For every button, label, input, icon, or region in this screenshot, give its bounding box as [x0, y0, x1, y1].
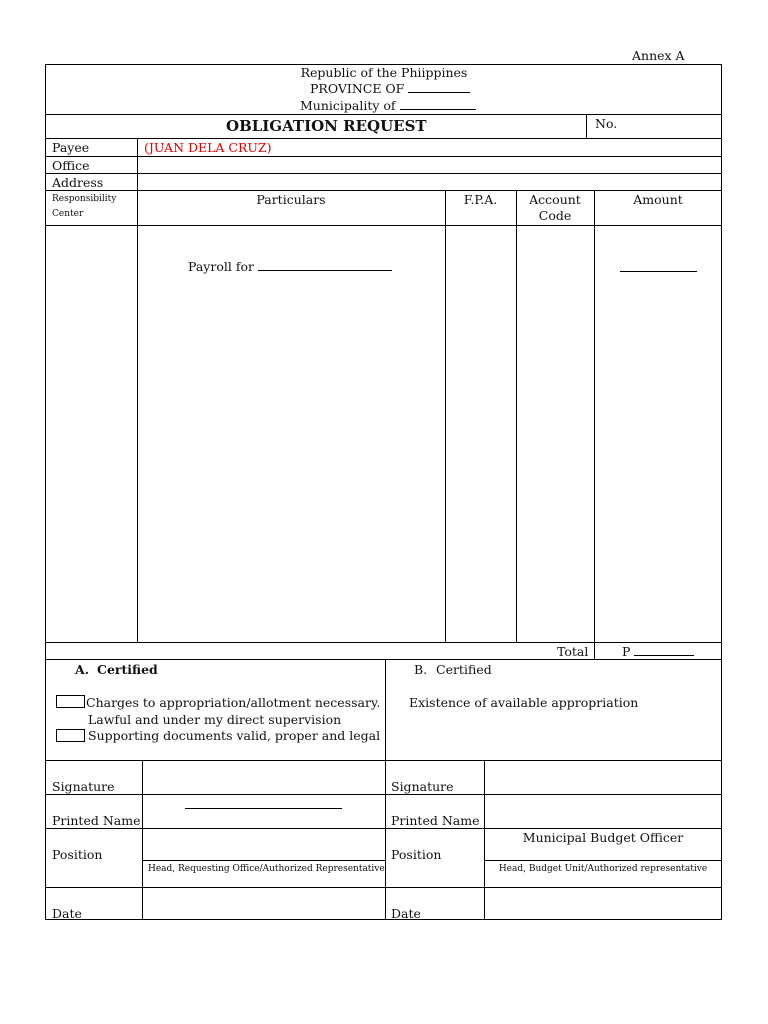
- left-position-label: Position: [52, 847, 103, 862]
- payee-label: Payee: [52, 140, 90, 155]
- right-signature-field[interactable]: [486, 762, 721, 793]
- col-amount: Amount: [633, 192, 683, 207]
- office-field[interactable]: [139, 157, 721, 172]
- left-position-caption: Head, Requesting Office/Authorized Representative: [148, 864, 385, 874]
- right-position-caption: Head, Budget Unit/Authorized representative: [498, 864, 708, 874]
- cert-a-line1: Charges to appropriation/allotment necessary.: [86, 695, 381, 710]
- municipality-label: Municipality of: [300, 98, 396, 113]
- annex-label: Annex A: [632, 48, 685, 63]
- col-account: Account: [529, 192, 581, 207]
- col-responsibility: Responsibility: [52, 194, 117, 204]
- left-signature-label: Signature: [52, 779, 115, 794]
- payee-value[interactable]: (JUAN DELA CRUZ): [144, 140, 272, 155]
- left-date-label: Date: [52, 906, 82, 921]
- right-printed-name-value: Municipal Budget Officer: [522, 830, 684, 845]
- form-title: OBLIGATION REQUEST: [226, 117, 427, 135]
- cert-a-line3: Supporting documents valid, proper and legal: [88, 728, 381, 743]
- right-printed-name-label: Printed Name: [391, 813, 480, 828]
- office-label: Office: [52, 158, 90, 173]
- municipality-blank[interactable]: [400, 98, 476, 110]
- total-blank[interactable]: [634, 644, 694, 656]
- no-field[interactable]: [620, 115, 720, 137]
- charges-checkbox[interactable]: [56, 695, 85, 708]
- left-date-field[interactable]: [144, 889, 384, 919]
- cert-a-line2: Lawful and under my direct supervision: [88, 712, 342, 727]
- right-date-label: Date: [391, 906, 421, 921]
- payroll-blank[interactable]: [258, 259, 392, 271]
- cert-a-heading: Certified: [97, 662, 158, 677]
- payroll-line: [188, 259, 392, 274]
- left-printed-name-label: Printed Name: [52, 813, 141, 828]
- province-label: PROVINCE OF: [310, 81, 405, 96]
- right-date-field[interactable]: [486, 889, 721, 919]
- province-blank[interactable]: [408, 81, 470, 93]
- total-label: Total: [557, 644, 589, 659]
- left-printed-name-field[interactable]: [185, 808, 342, 809]
- left-signature-field[interactable]: [144, 762, 384, 793]
- right-signature-label: Signature: [391, 779, 454, 794]
- province-line: [310, 81, 470, 96]
- republic-text: Republic of the Phiippines: [300, 65, 468, 80]
- col-center: Center: [52, 209, 84, 219]
- amount-blank[interactable]: [620, 271, 697, 272]
- col-fpa: F.P.A.: [463, 192, 498, 207]
- cert-b-heading: Certified: [436, 662, 492, 677]
- total-line: [622, 644, 694, 659]
- payroll-label: Payroll for: [188, 259, 254, 274]
- no-label: No.: [595, 116, 618, 131]
- total-currency: P: [622, 644, 631, 659]
- cert-a-letter: A.: [75, 662, 90, 677]
- documents-checkbox[interactable]: [56, 729, 85, 742]
- address-field[interactable]: [139, 174, 721, 189]
- col-code: Code: [538, 208, 572, 223]
- cert-b-letter: B.: [414, 662, 428, 677]
- col-particulars: Particulars: [256, 192, 326, 207]
- address-label: Address: [52, 175, 104, 190]
- municipality-line: [300, 98, 476, 113]
- cert-b-text: Existence of available appropriation: [409, 695, 639, 710]
- right-position-label: Position: [391, 847, 442, 862]
